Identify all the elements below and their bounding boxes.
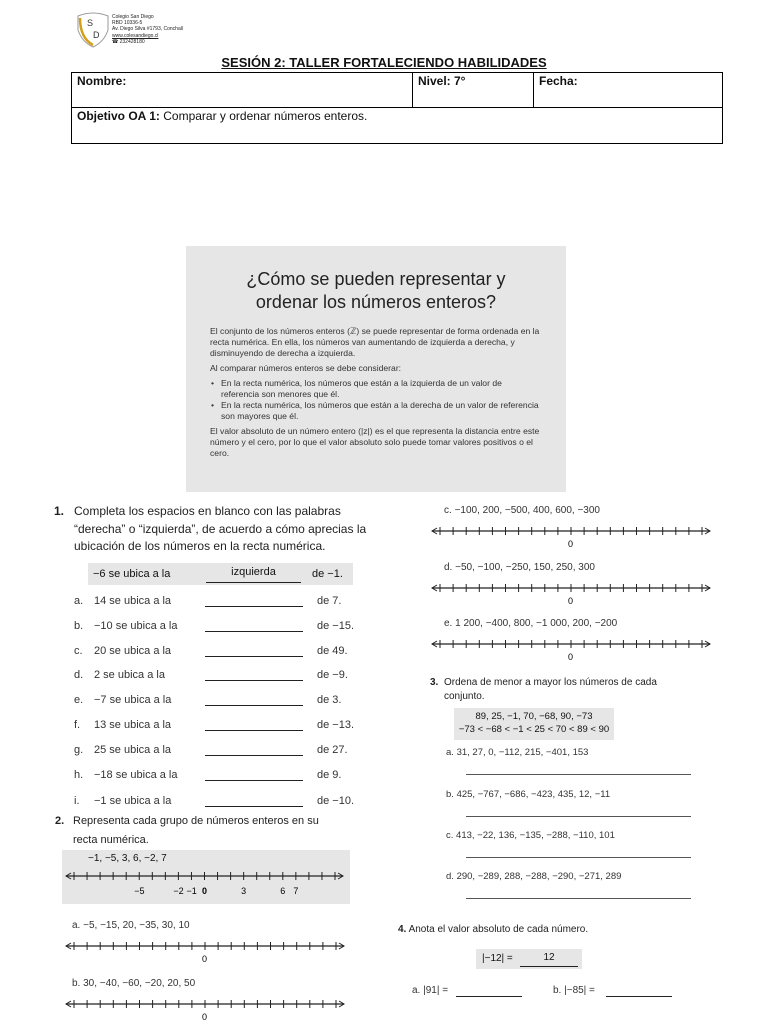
item-text: 13 se ubica a la xyxy=(94,719,172,731)
answer-blank[interactable] xyxy=(606,996,672,997)
item-set: −50, −100, −250, 150, 250, 300 xyxy=(455,562,595,573)
answer-blank[interactable] xyxy=(205,705,303,706)
item-set: 30, −40, −60, −20, 20, 50 xyxy=(83,978,196,989)
school-address: Av. Diego Silva #1793, Conchalí xyxy=(112,26,184,33)
answer-number-line[interactable] xyxy=(62,938,352,964)
number-set-item xyxy=(444,618,617,629)
example-number-line xyxy=(62,868,352,904)
concept-bullet: • En la recta numérica, los números que están a la derecha de un valor de referencia son mayores que él. xyxy=(218,400,540,422)
answer-line[interactable] xyxy=(466,774,691,775)
fill-in-item xyxy=(74,591,374,611)
example-answer: izquierda xyxy=(206,563,301,583)
item-letter: h. xyxy=(74,769,84,781)
item-text: −18 se ubica a la xyxy=(94,769,178,781)
date-field[interactable]: Fecha: xyxy=(534,73,723,108)
answer-line[interactable] xyxy=(466,857,691,858)
tick-label: 7 xyxy=(293,886,299,896)
answer-blank[interactable] xyxy=(205,680,303,681)
tick-label: 3 xyxy=(241,886,247,896)
school-website-link[interactable]: www.colesandiego.cl xyxy=(112,32,159,39)
item-expr: |−85| = xyxy=(564,985,595,996)
school-name: Colegio San Diego xyxy=(112,14,154,20)
item-reference: de −10. xyxy=(317,795,355,807)
order-item xyxy=(446,871,621,882)
item-text: −7 se ubica a la xyxy=(94,694,172,706)
item-expr: |91| = xyxy=(423,985,449,996)
example-answer: 12 xyxy=(520,949,578,967)
example-1 xyxy=(88,563,353,585)
example-end: de −1. xyxy=(312,568,343,580)
question-text: Ordena de menor a mayor los números de cada conjunto. xyxy=(444,677,657,702)
item-text: 20 se ubica a la xyxy=(94,645,172,657)
tick-label: 0 xyxy=(202,886,208,896)
item-reference: de 7. xyxy=(317,595,342,607)
example-answer: −73 < −68 < −1 < 25 < 70 < 89 < 90 xyxy=(458,724,610,735)
concept-bullets xyxy=(210,378,540,422)
item-set: 413, −22, 136, −135, −288, −110, 101 xyxy=(456,830,615,841)
item-reference: de 49. xyxy=(317,645,348,657)
example-4 xyxy=(476,949,582,969)
item-letter: d. xyxy=(74,669,84,681)
example-expr: |−12| = xyxy=(482,953,513,964)
tick-label: 6 xyxy=(280,886,286,896)
answer-blank[interactable] xyxy=(205,806,303,807)
answer-blank[interactable] xyxy=(205,656,303,657)
question-4 xyxy=(398,924,588,935)
item-reference: de −9. xyxy=(317,669,348,681)
concept-title: ¿Cómo se pueden representar y ordenar los números enteros? xyxy=(246,269,506,312)
student-info-table xyxy=(71,72,723,144)
item-letter: b. xyxy=(446,789,454,800)
tick-label: −1 xyxy=(186,886,197,896)
question-number: 3. xyxy=(430,677,439,688)
fill-in-item xyxy=(74,791,374,811)
order-item xyxy=(446,830,615,841)
item-reference: de −13. xyxy=(317,719,355,731)
question-number: 2. xyxy=(55,815,65,827)
level-cell: Nivel: 7° xyxy=(413,73,534,108)
number-set-item xyxy=(72,978,195,989)
school-logo xyxy=(74,10,112,48)
example-set: −1, −5, 3, 6, −2, 7 xyxy=(88,853,167,864)
item-letter: b. xyxy=(553,985,562,996)
item-set: 425, −767, −686, −423, 435, 12, −11 xyxy=(456,789,611,800)
question-text: Representa cada grupo de números enteros en su recta numérica. xyxy=(73,815,319,846)
item-letter: g. xyxy=(74,744,84,756)
example-set: 89, 25, −1, 70, −68, 90, −73 xyxy=(475,711,593,722)
school-info xyxy=(112,14,183,45)
item-text: −1 se ubica a la xyxy=(94,795,172,807)
item-set: −5, −15, 20, −35, 30, 10 xyxy=(83,920,190,931)
answer-blank[interactable] xyxy=(205,730,303,731)
fill-in-item xyxy=(74,616,374,636)
item-letter: b. xyxy=(72,978,81,989)
order-item xyxy=(446,747,588,758)
question-text: Anota el valor absoluto de cada número. xyxy=(408,924,589,935)
answer-line[interactable] xyxy=(466,898,691,899)
tick-label: −2 xyxy=(173,886,184,896)
item-letter: b. xyxy=(74,620,84,632)
item-set: −100, 200, −500, 400, 600, −300 xyxy=(454,505,600,516)
name-field[interactable]: Nombre: xyxy=(72,73,413,108)
logo-letter-d: D xyxy=(93,30,100,40)
item-reference: de −15. xyxy=(317,620,355,632)
zero-label: 0 xyxy=(202,1012,208,1022)
number-set-item xyxy=(444,562,595,573)
logo-letter-s: S xyxy=(87,18,94,28)
answer-blank[interactable] xyxy=(205,631,303,632)
fill-in-item xyxy=(74,665,374,685)
concept-paragraph-1: El conjunto de los números enteros (ℤ) se puede representar de forma ordenada en la recta numérica. En ella, los números van aumentando de izquierda a derecha, y disminuyendo de derecha a izquierda. xyxy=(210,326,540,358)
item-text: 2 se ubica a la xyxy=(94,669,165,681)
objective-cell xyxy=(72,108,723,144)
question-number: 1. xyxy=(54,504,65,518)
fill-in-item xyxy=(74,740,374,760)
objective-text: Comparar y ordenar números enteros. xyxy=(159,109,368,123)
fill-in-item xyxy=(74,765,374,785)
concept-paragraph-3: El valor absoluto de un número entero (|z|) es el que representa la distancia entre este número y el cero, por lo que el valor absoluto solo puede tomar valores positivos o el cero. xyxy=(210,426,540,458)
example-text: −6 se ubica a la xyxy=(93,568,171,580)
abs-value-item xyxy=(553,985,595,996)
school-phone: ☎ 232428180 xyxy=(112,38,145,45)
item-letter: f. xyxy=(74,719,81,731)
item-letter: d. xyxy=(444,562,453,573)
item-set: 31, 27, 0, −112, 215, −401, 153 xyxy=(456,747,589,758)
item-reference: de 9. xyxy=(317,769,342,781)
answer-blank[interactable] xyxy=(205,606,303,607)
order-item xyxy=(446,789,610,800)
item-reference: de 27. xyxy=(317,744,348,756)
item-text: −10 se ubica a la xyxy=(94,620,178,632)
answer-line[interactable] xyxy=(466,816,691,817)
item-text: 14 se ubica a la xyxy=(94,595,172,607)
zero-label: 0 xyxy=(568,596,574,606)
item-letter: a. xyxy=(446,747,454,758)
abs-value-item xyxy=(412,985,448,996)
concept-paragraph-2: Al comparar números enteros se debe considerar: xyxy=(210,363,402,373)
fill-in-item xyxy=(74,715,374,735)
answer-number-line[interactable] xyxy=(428,580,718,606)
answer-number-line[interactable] xyxy=(62,996,352,1022)
question-text: Completa los espacios en blanco con las palabras “derecha” o “izquierda”, de acuerdo a cómo aprecias la ubicación de los números en la recta numérica. xyxy=(74,504,367,553)
item-letter: c. xyxy=(444,505,452,516)
item-letter: c. xyxy=(446,830,454,841)
answer-number-line[interactable] xyxy=(428,523,718,549)
example-3 xyxy=(454,708,614,740)
zero-label: 0 xyxy=(568,539,574,549)
page-title: SESIÓN 2: TALLER FORTALECIENDO HABILIDADES xyxy=(221,55,547,70)
answer-blank[interactable] xyxy=(205,755,303,756)
answer-blank[interactable] xyxy=(205,780,303,781)
item-letter: e. xyxy=(444,618,453,629)
item-letter: i. xyxy=(74,795,80,807)
objective-label: Objetivo OA 1: xyxy=(77,109,160,123)
item-letter: d. xyxy=(446,871,454,882)
school-rbd: RBD 10336-5 xyxy=(112,20,143,27)
answer-number-line[interactable] xyxy=(428,636,718,662)
fill-in-item xyxy=(74,690,374,710)
item-letter: e. xyxy=(74,694,84,706)
item-set: 290, −289, 288, −288, −290, −271, 289 xyxy=(456,871,622,882)
item-text: 25 se ubica a la xyxy=(94,744,172,756)
answer-blank[interactable] xyxy=(456,996,522,997)
item-letter: a. xyxy=(72,920,81,931)
item-letter: a. xyxy=(74,595,84,607)
number-set-item xyxy=(444,505,600,516)
item-letter: c. xyxy=(74,645,83,657)
item-reference: de 3. xyxy=(317,694,342,706)
question-number: 4. xyxy=(398,924,407,935)
concept-box xyxy=(186,246,566,492)
number-set-item xyxy=(72,920,190,931)
zero-label: 0 xyxy=(568,652,574,662)
fill-in-item xyxy=(74,641,374,661)
item-letter: a. xyxy=(412,985,421,996)
tick-label: −5 xyxy=(134,886,145,896)
zero-label: 0 xyxy=(202,954,208,964)
item-set: 1 200, −400, 800, −1 000, 200, −200 xyxy=(455,618,618,629)
concept-bullet: • En la recta numérica, los números que están a la izquierda de un valor de referencia son menores que él. xyxy=(218,378,540,400)
